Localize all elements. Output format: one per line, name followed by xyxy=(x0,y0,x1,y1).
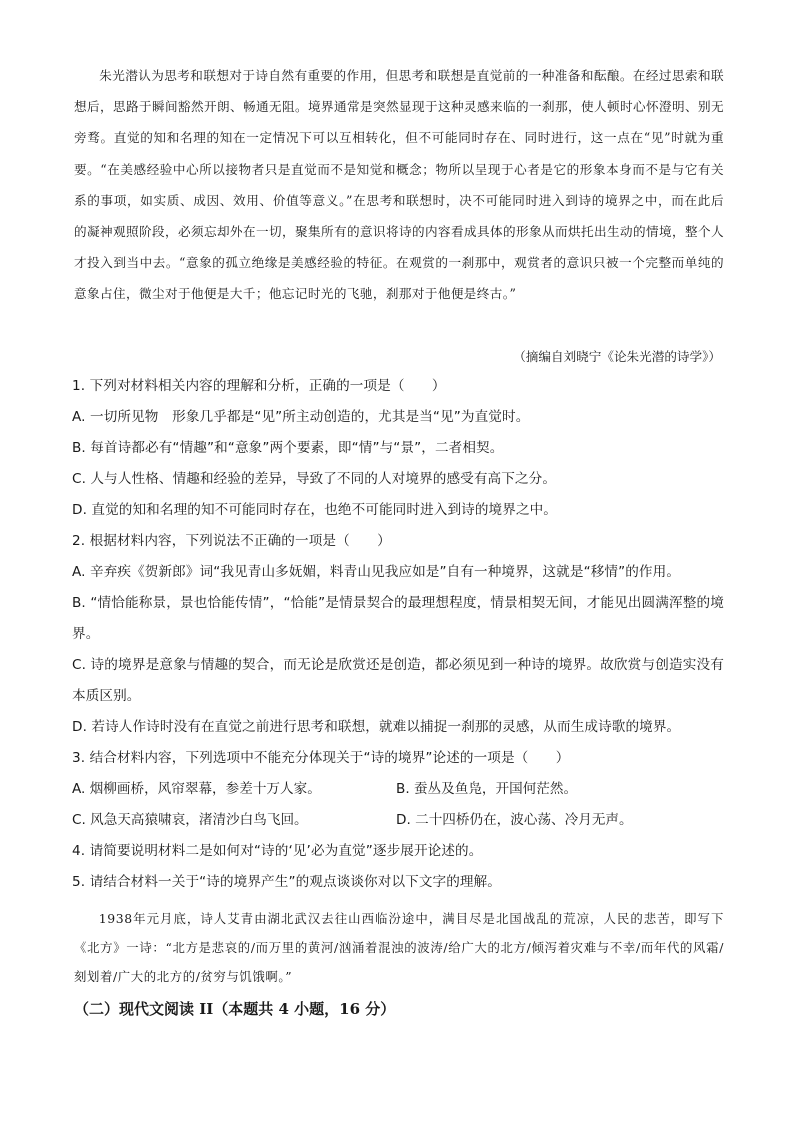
question-2-option-b: B. “情恰能称景，景也恰能传情”，“恰能”是情景契合的最理想程度，情景相契无间，才能见出圆满浑整的境界。 xyxy=(72,595,724,642)
question-4: 4. 请简要说明材料二是如何对“诗的‘见’必为直觉”逐步展开论述的。 xyxy=(72,843,483,859)
source-citation: （摘编自刘晓宁《论朱光潜的诗学》） xyxy=(513,349,721,364)
question-3-option-a: A. 烟柳画桥，风帘翠幕，参差十万人家。 xyxy=(72,781,321,797)
question-1-option-d: D. 直觉的知和名理的知不可能同时存在，也绝不可能同时进入到诗的境界之中。 xyxy=(72,502,557,518)
question-5: 5. 请结合材料一关于“诗的境界产生”的观点谈谈你对以下文字的理解。 xyxy=(72,874,501,890)
question-2-stem: 2. 根据材料内容，下列说法不正确的一项是（ ） xyxy=(72,533,391,549)
question-1-option-b: B. 每首诗都必有“情趣”和“意象”两个要素，即“情”与“景”，二者相契。 xyxy=(72,440,504,456)
question-3-row-2 xyxy=(72,805,724,836)
question-3-option-b: B. 蚕丛及鱼凫，开国何茫然。 xyxy=(396,781,578,797)
question-1-option-a: A. 一切所见物 形象几乎都是“见”所主动创造的，尤其是当“见”为直觉时。 xyxy=(72,409,530,425)
question-2-option-c: C. 诗的境界是意象与情趣的契合，而无论是欣赏还是创造，都必须见到一种诗的境界。故欣赏与创造实没有本质区别。 xyxy=(72,657,724,704)
section-title: （二）现代文阅读 II（本题共 4 小题，16 分） xyxy=(74,1000,396,1018)
poem-paragraph: 1938年元月底，诗人艾青由湖北武汉去往山西临汾途中，满目尽是北国战乱的荒凉，人民的悲苦，即写下《北方》一诗：“北方是悲哀的/而万里的黄河/汹涌着混浊的波涛/给广大的北方/倾泻着灾难与不幸/而年代的风霜/刻划着/广大的北方的/贫穷与饥饿啊。” xyxy=(74,911,724,984)
question-3-stem: 3. 结合材料内容，下列选项中不能充分体现关于“诗的境界”论述的一项是（ ） xyxy=(72,750,570,766)
question-1-option-c: C. 人与人性格、情趣和经验的差异，导致了不同的人对境界的感受有高下之分。 xyxy=(72,471,557,487)
question-list xyxy=(72,371,724,898)
question-2-option-a: A. 辛弃疾《贺新郎》词“我见青山多妩媚，料青山见我应如是”自有一种境界，这就是“移情”的作用。 xyxy=(72,564,681,580)
question-3-option-d: D. 二十四桥仍在，波心荡、冷月无声。 xyxy=(396,812,633,828)
question-3-row-1 xyxy=(72,774,724,805)
material-paragraph: 朱光潜认为思考和联想对于诗自然有重要的作用，但思考和联想是直觉前的一种准备和酝酿。在经过思索和联想后，思路于瞬间豁然开朗、畅通无阻。境界通常是突然显现于这种灵感来临的一刹那，使人顿时心怀澄明、别无旁骛。直觉的知和名理的知在一定情况下可以互相转化，但不可能同时存在、同时进行，这一点在“见”时就为重要。“在美感经验中心所以接物者只是直觉而不是知觉和概念；物所以呈现于心者是它的形象本身而不是与它有关系的事项，如实质、成因、效用、价值等意义。”在思考和联想时，决不可能同时进入到诗的境界之中，而在此后的凝神观照阶段，必须忘却外在一切，聚集所有的意识将诗的内容看成具体的形象从而烘托出生动的情境，整个人才投入到当中去。“意象的孤立绝缘是美感经验的特征。在观赏的一刹那中，观赏者的意识只被一个完整而单纯的意象占住，微尘对于他便是大千；他忘记时光的飞驰，刹那对于他便是终古。” xyxy=(74,68,724,302)
question-1-stem: 1. 下列对材料相关内容的理解和分析，正确的一项是（ ） xyxy=(72,378,446,394)
question-2-option-d: D. 若诗人作诗时没有在直觉之前进行思考和联想，就难以捕捉一刹那的灵感，从而生成诗歌的境界。 xyxy=(72,719,681,735)
question-3-option-c: C. 风急天高猿啸哀，渚清沙白鸟飞回。 xyxy=(72,812,308,828)
